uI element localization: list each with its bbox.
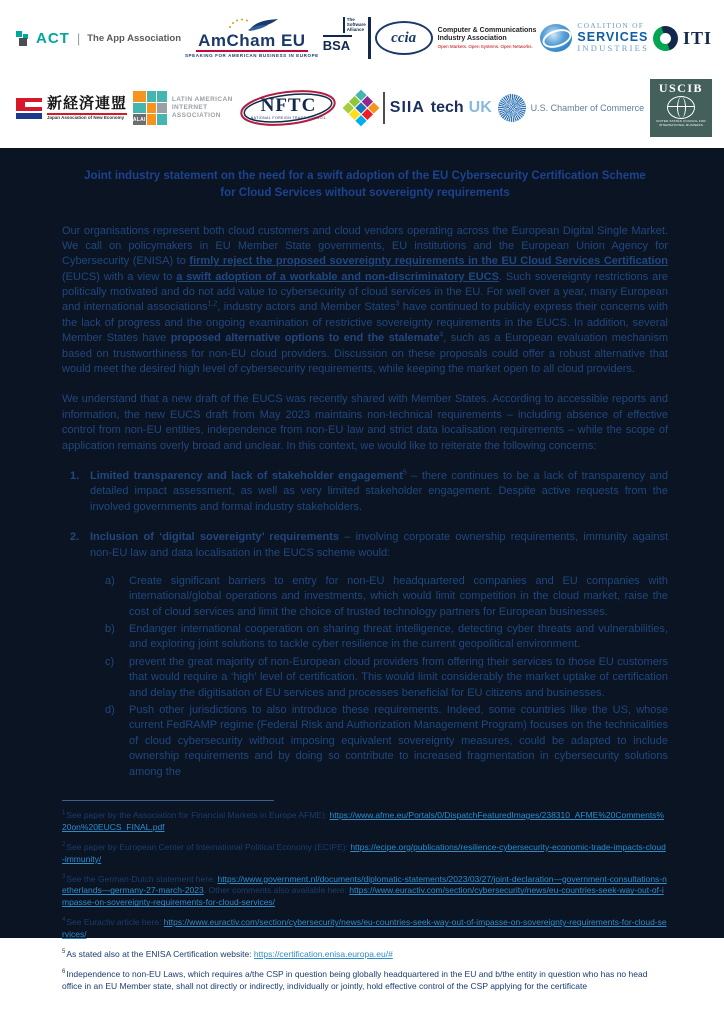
us-chamber-globe-icon — [498, 94, 526, 122]
body-text: , industry actors and Member States — [217, 301, 396, 314]
act-suffix: The App Association — [87, 32, 181, 44]
page-title: Joint industry statement on the need for a swift adoption of the EU Cybersecurity Certification Scheme for Cloud Services without sovereignty requirements — [84, 170, 646, 200]
footnote-5 — [62, 949, 668, 961]
statement-document — [0, 148, 724, 991]
logo-act — [16, 30, 181, 47]
iti-name: ITI — [682, 27, 712, 48]
csi-line2: SERVICES — [577, 29, 649, 44]
body-text: (EUCS) with a view to — [62, 270, 177, 283]
emphasis-reject-requirements: firmly reject the proposed sovereignty requirements in the EU Cloud Services Certification — [189, 255, 669, 268]
bsa-tagline: The Software Alliance — [343, 17, 365, 33]
footnote-ref-3: 3 — [395, 300, 400, 308]
jane-emblem-icon — [16, 98, 42, 119]
footnote-text: See paper by the Association for Financial Markets in Europe AFME): — [66, 810, 330, 820]
list-letter: b) — [105, 623, 115, 636]
footnote-text: As stated also at the ENISA Certification website: — [66, 949, 254, 960]
jane-tagline: Japan Association of New Economy — [47, 113, 127, 121]
amcham-wings-icon — [224, 18, 280, 32]
body-text: Create significant barriers to entry for non-EU headquartered companies and EU companies with international/global operations and investments, which would limit competition in the cloud market, raise the cost of cloud services and limit the choice of trusted technology partners for European businesses. — [129, 574, 668, 618]
logo-japan-new-economy — [16, 96, 127, 121]
uscib-globe-icon — [667, 96, 695, 119]
footnote-link[interactable]: https://www.euractiv.com/section/cybersecurity/news/eu-countries-seek-way-out-of-impasse-on-sovereignty-requirements-for-cloud-services/ — [62, 917, 667, 940]
sub-item-d — [90, 703, 668, 780]
list-number: 1. — [70, 469, 80, 482]
siia-divider — [383, 92, 385, 124]
csi-line1: COALITION OF — [577, 21, 645, 31]
sub-item-a — [90, 574, 668, 620]
nftc-tagline: NATIONAL FOREIGN TRADE COUNCIL — [250, 116, 327, 120]
footnote-number: 5 — [62, 949, 66, 956]
list-number: 2. — [70, 531, 80, 544]
footnote-number: 1 — [62, 810, 66, 817]
footnote-separator — [62, 800, 274, 801]
logo-nftc — [238, 87, 338, 129]
concern-2-heading: Inclusion of ‘digital sovereignty’ requirements — [90, 531, 339, 544]
alai-grid-icon: ALAI — [133, 91, 167, 125]
list-letter: d) — [105, 704, 115, 717]
logo-coalition-services — [540, 22, 649, 53]
logo-iti — [653, 26, 712, 51]
amcham-name: AmCham EU — [198, 30, 306, 50]
csi-globe-icon — [540, 24, 572, 52]
sub-item-b — [90, 622, 668, 653]
concern-2-sublist — [90, 574, 668, 780]
concern-item-2 — [62, 530, 668, 782]
csi-line3: INDUSTRIES — [577, 43, 649, 54]
footnote-number: 2 — [62, 841, 66, 848]
emphasis-alternative-options: proposed alternative options to end the stalemate — [170, 332, 440, 345]
body-text: – involving corporate ownership requirements, immunity against non-EU law and data localisation in the EUCS scheme would: — [90, 531, 669, 559]
ccia-org-line1: Computer & Communications — [437, 26, 537, 34]
nftc-name: NFTC — [260, 95, 317, 116]
footnote-3 — [62, 874, 668, 910]
bsa-name: BSA — [323, 35, 352, 53]
logo-siia — [344, 92, 425, 124]
list-letter: c) — [105, 655, 115, 668]
act-name: ACT — [36, 29, 70, 47]
body-text: – there continues to be a lack of transparency and detailed impact assessment, as well as very limited stakeholder engagement. Despite active requests from the involved governments and formal industry stakeholders. — [90, 469, 668, 513]
logo-ccia — [375, 21, 537, 55]
amcham-tagline: SPEAKING FOR AMERICAN BUSINESS IN EUROPE — [184, 53, 319, 59]
logo-row-1 — [16, 6, 712, 70]
footnote-4 — [62, 917, 668, 941]
logo-bsa — [323, 17, 371, 59]
techuk-part1: tech — [430, 99, 464, 116]
footnote-text: See paper by European Center of International Political Economy (ECIPE): — [66, 841, 351, 852]
footnote-number: 4 — [62, 917, 66, 924]
footnote-1 — [62, 810, 668, 834]
footnote-text: See the German-Dutch statement here: — [66, 873, 218, 884]
siia-diamond-icon — [343, 90, 380, 127]
logo-us-chamber — [498, 94, 645, 122]
body-text: Endanger international cooperation on sharing threat intelligence, detecting cyber threats and vulnerabilities, and exploring joint solutions to tackle cyber resilience in the current geopolitical environment. — [129, 623, 668, 651]
footnote-number: 6 — [62, 969, 66, 976]
footnote-text: . Other comments also available here: — [203, 885, 350, 896]
techuk-part2: UK — [468, 99, 492, 116]
footnote-link[interactable]: https://www.afme.eu/Portals/0/DispatchFeaturedImages/238310_AFME%20Comments%20on%20EUCS_FINAL.pdf — [62, 810, 664, 832]
logo-header — [0, 0, 724, 148]
sub-item-c — [90, 655, 668, 701]
footnote-link[interactable]: https://www.euractiv.com/section/cybersecurity/news/eu-countries-seek-way-out-of-impasse-on-sovereignty-requirements-for-cloud-services/ — [62, 885, 664, 908]
list-letter: a) — [105, 574, 115, 587]
body-text: , such as a European evaluation mechanism based on trustworthiness for non-EU cloud providers. Discussion on these proposals could offer a robust alternative that would meet the desired high level of cybersecurity requirements, while keeping the market open to all cloud providers. — [62, 332, 668, 376]
footnote-ref-4: 4 — [439, 331, 444, 339]
footnote-link[interactable]: https://ecipe.org/publications/resilience-cybersecurity-economic-trade-impacts-cloud-immunity/ — [62, 841, 666, 864]
uscib-name: USCIB — [658, 81, 704, 95]
act-squares-icon — [16, 31, 31, 46]
ccia-tagline: Open Markets. Open Systems. Open Networks. — [437, 44, 533, 50]
footnote-ref-1-2: 1,2 — [207, 300, 218, 308]
body-text: . Such sovereignty restrictions are politically motivated and do not add value to cybersecurity of cloud services in the EU. For well over a year, many European and international associations — [62, 270, 668, 314]
ccia-org-line2: Industry Association — [437, 35, 507, 42]
footnote-2 — [62, 842, 668, 866]
intro-paragraph-1 — [62, 224, 668, 378]
footnote-text: Independence to non-EU Laws, which requires a/the CSP in question being globally headquartered in the EU and b/the entity in question who has no head office in an EU Member state, shall not directly or indirectly, individually or jointly, hold effective control of the CSP applying for the certificate — [62, 968, 648, 991]
footnote-number: 3 — [62, 873, 66, 880]
body-text: prevent the great majority of non-European cloud providers from offering their services to those EU customers that would require a ‘high’ level of certification. This would limit considerably the market uptake of certification and delay the digitisation of EU services and processes beneficial for EU citizens and businesses. — [129, 655, 668, 699]
ccia-oval-icon: ccia — [375, 21, 433, 55]
emphasis-swift-adoption: a swift adoption of a workable and non-discriminatory EUCS — [176, 270, 499, 283]
body-text: Push other jurisdictions to also introduce these requirements. Indeed, some countries like the US, whose current FedRAMP regime (Federal Risk and Authorization Management Program) focuses on the technicalities of cloud cybersecurity without imposing equivalent sovereignty measures, could be adapted to include ownership requirements and by doing so contribute to increased fragmentation in cybersecurity solutions among the — [129, 704, 668, 778]
act-divider: | — [76, 30, 81, 46]
us-chamber-name: U.S. Chamber of Commerce — [530, 103, 645, 113]
logo-techuk — [431, 99, 492, 117]
body-text: have continued to publicly express their concerns with the lack of progress and the ongoing examination of restrictive sovereignty requirements in the EUCS. In addition, several Member States have — [62, 301, 668, 345]
jane-name: 新経済連盟 — [47, 94, 128, 112]
concern-1-heading: Limited transparency and lack of stakeholder engagement — [90, 469, 403, 482]
footnote-ref-5: 5 — [402, 469, 407, 477]
alai-line3: ASSOCIATION — [171, 112, 221, 120]
footnote-link[interactable]: https://certification.enisa.europa.eu/# — [253, 949, 393, 960]
siia-name: SIIA — [389, 99, 425, 116]
body-text: Our organisations represent both cloud customers and cloud vendors operating across the European Digital Single Market. We call on policymakers in EU Member State governments, EU institutions and the European Union Agency for Cybersecurity (ENISA) to — [62, 224, 668, 268]
logo-row-2 — [16, 70, 712, 146]
logo-alai — [133, 91, 233, 125]
alai-line2: INTERNET — [171, 103, 208, 111]
footnote-text: See Euractiv article here: — [66, 917, 164, 928]
alai-line1: LATIN AMERICAN — [171, 95, 233, 103]
iti-swirl-icon — [653, 26, 678, 51]
intro-paragraph-2: We understand that a new draft of the EUCS was recently shared with Member States. According to accessible reports and information, the new EUCS draft from May 2023 maintains non-technical requirements – including absence of effective control from non-EU entities, independence from non-EU law and strict data localisation requirements – while the scope of application remains overly broad and unclear. In this context, we would like to reiterate the following concerns: — [62, 393, 668, 452]
footnote-6 — [62, 969, 668, 993]
uscib-caption: UNITED STATES COUNCIL FOR INTERNATIONAL BUSINESS — [656, 119, 706, 127]
logo-uscib — [650, 79, 712, 137]
concern-item-1 — [62, 469, 668, 515]
logo-amcham-eu — [185, 18, 319, 59]
footnote-link[interactable]: https://www.government.nl/documents/diplomatic-statements/2023/03/27/joint-declaration—government-consultations-netherlands—germany-27-march-2023 — [62, 873, 667, 896]
